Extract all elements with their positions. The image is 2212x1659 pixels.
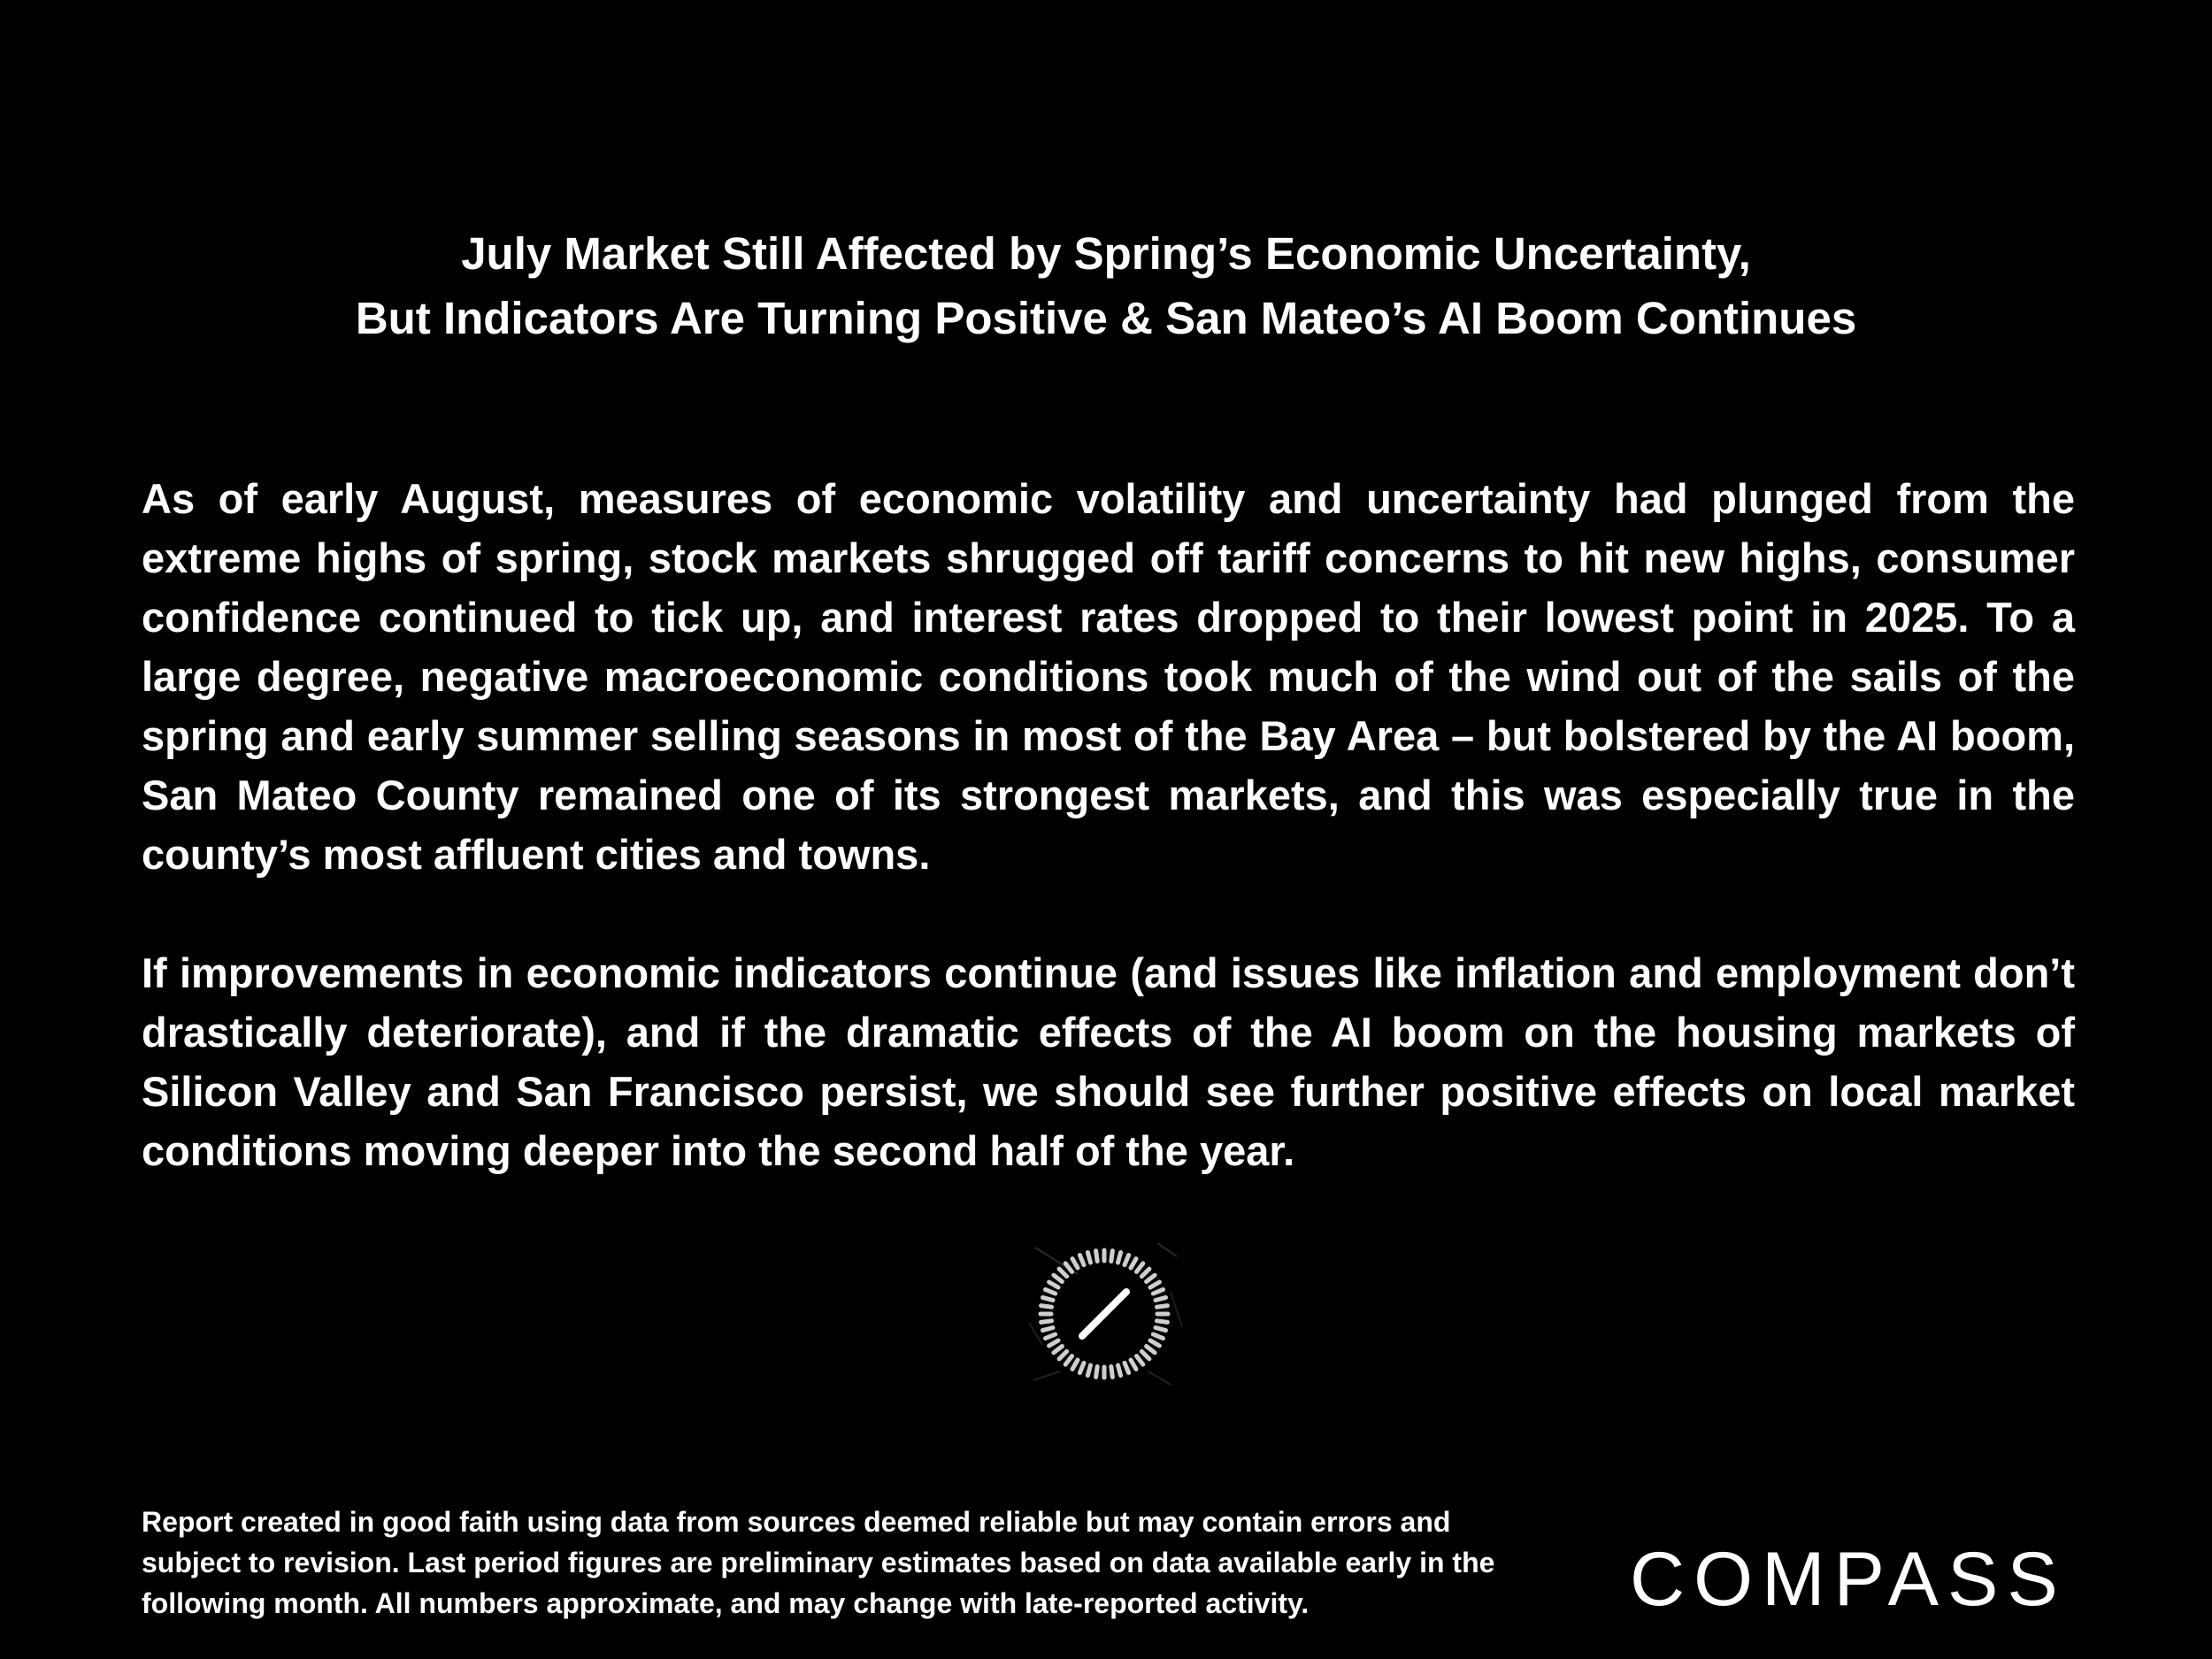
footer-disclaimer: Report created in good faith using data from sources deemed reliable but may contain errors and subject to revision. Last period figures are preliminary estimates based on data available early in the following month. All numbers approximate, and may change with late-reported activity.: [142, 1506, 1495, 1619]
spinner-tick: [1054, 1275, 1063, 1281]
spinner-tick: [1137, 1356, 1143, 1365]
spinner-tick: [1147, 1347, 1156, 1353]
spinner-tick: [1096, 1251, 1098, 1262]
spinner-tick: [1054, 1347, 1063, 1353]
spinner-tick: [1150, 1340, 1159, 1346]
spinner-tick: [1156, 1297, 1166, 1300]
spinner-tick: [1141, 1351, 1149, 1359]
spinner-tick: [1059, 1269, 1067, 1277]
spinner-tick: [1111, 1367, 1113, 1378]
spinner-tick: [1043, 1328, 1054, 1331]
spinner-tick: [1041, 1321, 1052, 1323]
spinner-tick: [1065, 1263, 1071, 1272]
title-line-1: July Market Still Affected by Spring’s Economic Uncertainty,: [461, 228, 1751, 279]
spinner-tick: [1049, 1340, 1058, 1346]
spinner-tick: [1153, 1334, 1163, 1339]
spinner-tick: [1049, 1282, 1058, 1287]
loading-spinner-icon: [1025, 1239, 1184, 1389]
spinner-tick: [1137, 1263, 1143, 1272]
spinner-tick: [1065, 1356, 1071, 1365]
spinner-tick: [1118, 1365, 1121, 1376]
spinner-tick: [1041, 1306, 1052, 1308]
spinner-tick: [1131, 1360, 1136, 1369]
spinner-tick: [1059, 1351, 1067, 1359]
body-paragraph-2: If improvements in economic indicators continue (and issues like inflation and employment don’t drastically deteriorate), and if the dramatic effects of the AI boom on the housing markets of Silicon Valley and San Francisco persist, we should see further positive effects on local market conditions moving deeper into the second half of the year.: [142, 949, 2075, 1174]
spinner-tick: [1072, 1259, 1078, 1268]
logo-text: COMPASS: [1630, 1538, 2067, 1617]
spinner-tick: [1150, 1282, 1159, 1287]
spinner-tick: [1125, 1256, 1129, 1265]
title-line-2: But Indicators Are Turning Positive & San Mateo’s AI Boom Continues: [355, 293, 1857, 343]
spinner-tick: [1046, 1334, 1056, 1339]
spinner-tick: [1157, 1306, 1168, 1308]
spinner-tick: [1087, 1365, 1090, 1376]
compass-logo: [1630, 1538, 2099, 1617]
spinner-tick: [1079, 1256, 1084, 1265]
spinner-tick: [1157, 1321, 1168, 1323]
spinner-tick: [1043, 1297, 1054, 1300]
spinner-tick: [1156, 1328, 1166, 1331]
slide-title: [142, 221, 2070, 350]
spinner-tick: [1096, 1367, 1098, 1378]
spinner-tick: [1072, 1360, 1078, 1369]
spinner-tick: [1131, 1259, 1136, 1268]
spinner-tick: [1046, 1289, 1056, 1294]
spinner-tick: [1111, 1251, 1113, 1262]
spinner-tick: [1153, 1289, 1163, 1294]
body-text: [142, 469, 2075, 1180]
body-paragraph-1: As of early August, measures of economic volatility and uncertainty had plunged from the extreme highs of spring, stock markets shrugged off tariff concerns to hit new highs, consumer confidence continued to tick up, and interest rates dropped to their lowest point in 2025. To a large degree, negative macroeconomic conditions took much of the wind out of the sails of the spring and early summer selling seasons in most of the Bay Area – but bolstered by the AI boom, San Mateo County remained one of its strongest markets, and this was especially true in the county’s most affluent cities and towns.: [142, 475, 2075, 878]
spinner-tick: [1141, 1269, 1149, 1277]
spinner-tick: [1125, 1363, 1129, 1372]
spinner-tick: [1147, 1275, 1156, 1281]
spinner-tick: [1079, 1363, 1084, 1372]
spinner-tick: [1087, 1253, 1090, 1263]
spinner-tick: [1118, 1253, 1121, 1263]
